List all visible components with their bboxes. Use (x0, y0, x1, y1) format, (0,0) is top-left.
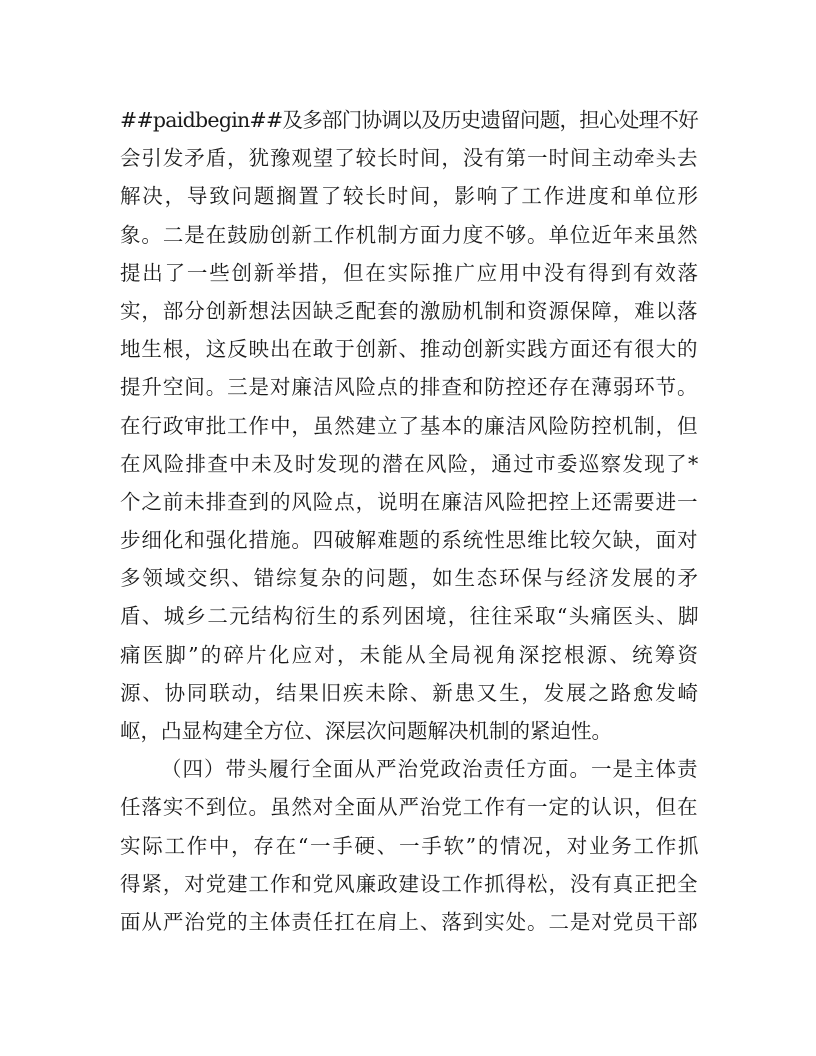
text-line: ##paidbegin##及多部门协调以及历史遗留问题，担心处理不好 (120, 108, 698, 132)
text-line: 实际工作中，存在“一手硬、一手软”的情况，对业务工作抓 (120, 833, 701, 858)
text-line: 解决，导致问题搁置了较长时间，影响了工作进度和单位形 (120, 184, 700, 209)
text-line: 在风险排查中未及时发现的潜在风险，通过市委巡察发现了* (120, 451, 700, 476)
paragraph-2 (120, 750, 701, 941)
text-line: 步细化和强化措施。四破解难题的系统性思维比较欠缺，面对 (120, 528, 699, 553)
text-line: 痛医脚”的碎片化应对，未能从全局视角深挖根源、统筹资 (120, 642, 701, 667)
text-line-indented: （四）带头履行全面从严治党政治责任方面。一是主体责 (161, 757, 699, 782)
text-line: 提出了一些创新举措，但在实际推广应用中没有得到有效落 (120, 260, 700, 285)
text-line: 个之前未排查到的风险点，说明在廉洁风险把控上还需要进一 (120, 489, 699, 514)
text-line: 多领域交织、错综复杂的问题，如生态环保与经济发展的矛 (120, 566, 700, 591)
text-line: 盾、城乡二元结构衍生的系列困境，往往采取“头痛医头、脚 (120, 604, 700, 629)
text-line: 任落实不到位。虽然对全面从严治党工作有一定的认识，但在 (120, 795, 699, 820)
text-line: 实，部分创新想法因缺乏配套的激励机制和资源保障，难以落 (120, 298, 699, 323)
text-line: 得紧，对党建工作和党风廉政建设工作抓得松，没有真正把全 (120, 871, 699, 896)
text-line: 提升空间。三是对廉洁风险点的排查和防控还存在薄弱环节。 (120, 375, 699, 400)
text-line: 会引发矛盾，犹豫观望了较长时间，没有第一时间主动牵头去 (120, 146, 699, 171)
text-line: 象。二是在鼓励创新工作机制方面力度不够。单位近年来虽然 (120, 222, 699, 247)
text-line: 源、协同联动，结果旧疾未除、新患又生，发展之路愈发崎 (120, 680, 700, 705)
document-body (120, 101, 701, 941)
text-line: 地生根，这反映出在敢于创新、推动创新实践方面还有很大的 (120, 337, 699, 362)
text-line: 面从严治党的主体责任扛在肩上、落到实处。二是对党员干部 (120, 909, 699, 934)
paragraph-1 (120, 101, 701, 750)
text-line-last: 岖，凸显构建全方位、深层次问题解决机制的紧迫性。 (120, 719, 612, 743)
text-line: 在行政审批工作中，虽然建立了基本的廉洁风险防控机制，但 (120, 413, 699, 438)
